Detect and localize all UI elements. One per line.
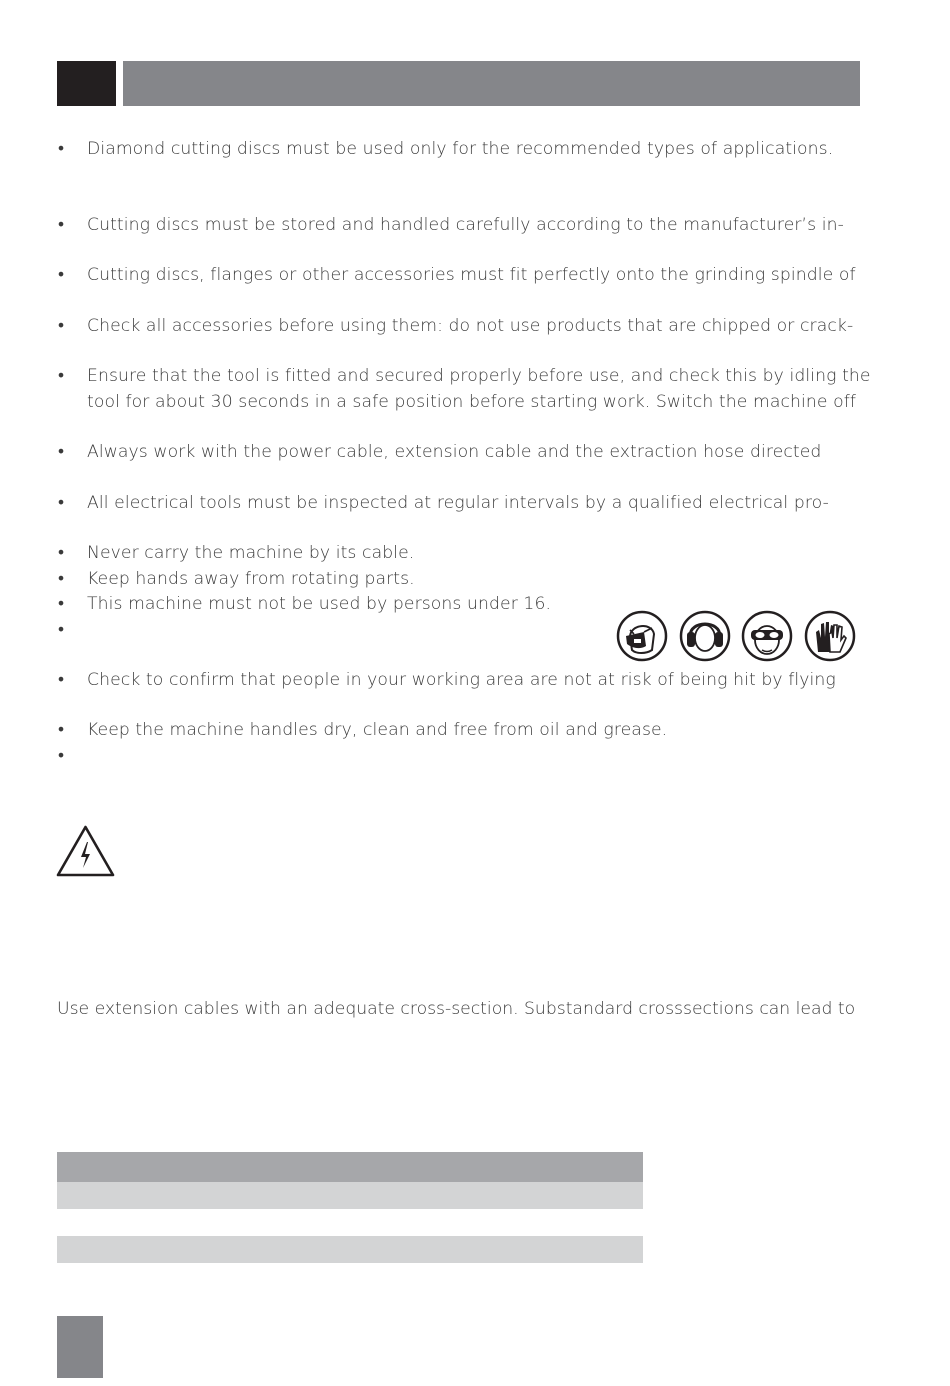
bullet-dot: •	[58, 265, 65, 285]
protective-gloves-icon	[804, 610, 856, 662]
ear-protection-icon	[679, 610, 731, 662]
bullet-dot: •	[58, 493, 65, 513]
bullet-text: Check all accessories before using them: do not use products that are chipped or crack-	[87, 316, 854, 336]
bullet-dot: •	[58, 746, 65, 766]
electrical-hazard-icon	[55, 824, 116, 878]
safety-goggles-icon	[741, 610, 793, 662]
bullet-dot: •	[58, 720, 65, 740]
bullet-dot: •	[58, 670, 65, 690]
dust-mask-icon	[616, 610, 668, 662]
bullet-dot: •	[58, 139, 65, 159]
table-row	[57, 1182, 643, 1209]
bullet-text: Cutting discs must be stored and handled carefully according to the manufacturer’s in-	[87, 215, 844, 235]
bullet-dot: •	[58, 569, 65, 589]
bullet-dot: •	[58, 366, 65, 386]
bullet-text: Keep the machine handles dry, clean and free from oil and grease.	[87, 720, 668, 740]
bullet-text: Diamond cutting discs must be used only for the recommended types of applications.	[87, 139, 834, 159]
bullet-text-continued: tool for about 30 seconds in a safe position before starting work. Switch the machine off	[87, 392, 857, 412]
bullet-text: Never carry the machine by its cable.	[87, 543, 415, 563]
bullet-dot: •	[58, 316, 65, 336]
extension-cable-paragraph: Use extension cables with an adequate cross-section. Substandard crosssections can lead to	[57, 999, 856, 1019]
bullet-text: All electrical tools must be inspected at regular intervals by a qualified electrical pro-	[87, 493, 829, 513]
table-row	[57, 1236, 643, 1263]
bullet-dot: •	[58, 620, 65, 640]
bullet-text: Always work with the power cable, extension cable and the extraction hose directed	[87, 442, 822, 462]
bullet-dot: •	[58, 215, 65, 235]
bullet-text: This machine must not be used by persons under 16.	[87, 594, 552, 614]
table-header-row	[57, 1152, 643, 1182]
bullet-text: Ensure that the tool is fitted and secured properly before use, and check this by idling the	[87, 366, 871, 386]
bullet-dot: •	[58, 543, 65, 563]
page-footer-block	[57, 1316, 103, 1378]
header-grey-bar	[123, 61, 860, 106]
bullet-text: Check to confirm that people in your working area are not at risk of being hit by flying	[87, 670, 836, 690]
bullet-text: Cutting discs, flanges or other accessories must fit perfectly onto the grinding spindle of	[87, 265, 856, 285]
header-black-block	[57, 61, 116, 106]
bullet-dot: •	[58, 442, 65, 462]
bullet-dot: •	[58, 594, 65, 614]
bullet-text: Keep hands away from rotating parts.	[87, 569, 415, 589]
